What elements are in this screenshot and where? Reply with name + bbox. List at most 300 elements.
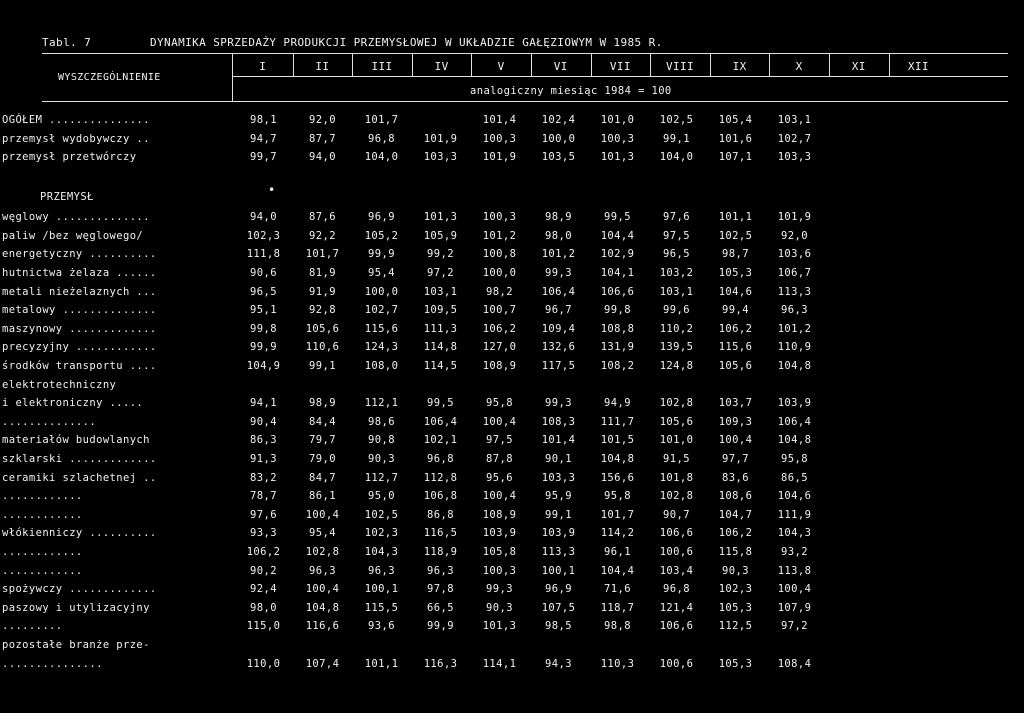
cell-value: 116,6 [305, 620, 340, 633]
cell-value: 98,6 [368, 415, 395, 428]
cell-value: 100,0 [482, 267, 517, 280]
cell-value: 93,6 [368, 620, 395, 633]
cell-value: 92,2 [309, 229, 336, 242]
table-row [0, 487, 824, 506]
cell-value: 96,9 [545, 583, 572, 596]
cell-value: 114,2 [600, 527, 635, 540]
cell-value: 99,5 [604, 211, 631, 224]
cell-value: 103,5 [541, 151, 576, 164]
cell-value: 99,9 [250, 341, 277, 354]
cell-value: 111,8 [246, 248, 281, 261]
cell-value: 112,7 [364, 471, 399, 484]
cell-value: 116,5 [423, 527, 458, 540]
month-header: VI [553, 60, 568, 73]
months-bottom-rule [233, 76, 1008, 77]
cell-value: 90,4 [250, 415, 277, 428]
cell-value: 109,4 [541, 322, 576, 335]
table-row [0, 264, 824, 283]
cell-value: 100,0 [364, 285, 399, 298]
cell-value: 94,0 [309, 151, 336, 164]
cell-value: 101,3 [600, 151, 635, 164]
cell-value: 102,4 [541, 114, 576, 127]
month-header: IV [434, 60, 449, 73]
cell-value: 96,5 [663, 248, 690, 261]
cell-value: 100,6 [659, 657, 694, 670]
cell-value: 101,3 [482, 620, 517, 633]
cell-value: 79,0 [309, 453, 336, 466]
cell-value [234, 636, 293, 655]
cell-value: 99,3 [486, 583, 513, 596]
row-label: ............ [2, 508, 83, 521]
cell-value: 106,2 [246, 545, 281, 558]
cell-value: 105,9 [423, 229, 458, 242]
cell-value [234, 375, 293, 394]
cell-value: 114,8 [423, 341, 458, 354]
cell-value: 101,7 [305, 248, 340, 261]
cell-value: 112,1 [364, 397, 399, 410]
cell-value: 100,7 [482, 304, 517, 317]
cell-value: 100,1 [364, 583, 399, 596]
cell-value: 110,0 [246, 657, 281, 670]
cell-value: 98,5 [545, 620, 572, 633]
row-label: spożywczy ............. [2, 583, 157, 596]
cell-value: 101,1 [718, 211, 753, 224]
month-header: X [795, 60, 803, 73]
cell-value: 105,4 [718, 114, 753, 127]
cell-value: 101,8 [659, 471, 694, 484]
cell-value: 95,6 [486, 471, 513, 484]
cell-value: 92,0 [781, 229, 808, 242]
table-row [0, 282, 824, 301]
cell-value: 104,3 [364, 545, 399, 558]
header-bottom-rule [42, 101, 1008, 102]
cell-value: 106,2 [718, 322, 753, 335]
cell-value: 84,7 [309, 471, 336, 484]
row-label: środków transportu .... [2, 360, 157, 373]
table-row [0, 450, 824, 469]
cell-value [352, 375, 411, 394]
table-row [0, 561, 824, 580]
cell-value: 96,3 [781, 304, 808, 317]
cell-value: 103,2 [659, 267, 694, 280]
table-row [0, 598, 824, 617]
cell-value: 98,9 [545, 211, 572, 224]
cell-value: 101,5 [600, 434, 635, 447]
cell-value: 114,1 [482, 657, 517, 670]
row-label: węglowy .............. [2, 211, 150, 224]
cell-value: 98,9 [309, 397, 336, 410]
cell-value: 90,3 [722, 564, 749, 577]
cell-value: 103,1 [659, 285, 694, 298]
cell-value: 86,3 [250, 434, 277, 447]
cell-value: 103,3 [423, 151, 458, 164]
cell-value: 108,4 [777, 657, 812, 670]
cell-value: 96,8 [427, 453, 454, 466]
cell-value: 104,0 [659, 151, 694, 164]
cell-value: 114,5 [423, 360, 458, 373]
month-header: XI [851, 60, 866, 73]
cell-value: 112,8 [423, 471, 458, 484]
cell-value: 113,3 [777, 285, 812, 298]
cell-value: 83,6 [722, 471, 749, 484]
cell-value: 94,9 [604, 397, 631, 410]
cell-value: 101,1 [364, 657, 399, 670]
cell-value: 101,0 [600, 114, 635, 127]
cell-value: 101,0 [659, 434, 694, 447]
header-top-rule [42, 53, 1008, 54]
month-header: XII [907, 60, 929, 73]
cell-value: 105,3 [718, 601, 753, 614]
table-row [0, 524, 824, 543]
cell-value: 100,4 [305, 508, 340, 521]
cell-value: 100,1 [541, 564, 576, 577]
table-row [0, 654, 824, 673]
cell-value: 95,8 [486, 397, 513, 410]
row-label: ............ [2, 490, 83, 503]
cell-value: 100,3 [482, 132, 517, 145]
cell-value: 102,8 [659, 490, 694, 503]
cell-value: 106,7 [777, 267, 812, 280]
cell-value: 106,2 [718, 527, 753, 540]
cell-value: 106,4 [423, 415, 458, 428]
cell-value: 98,1 [250, 114, 277, 127]
month-header: III [371, 60, 393, 73]
cell-value: 101,9 [423, 132, 458, 145]
row-label: ............ [2, 545, 83, 558]
cell-value: 79,7 [309, 434, 336, 447]
row-label: OGÓŁEM ............... [2, 114, 150, 127]
cell-value: 90,3 [486, 601, 513, 614]
cell-value: 102,1 [423, 434, 458, 447]
cell-value: 99,8 [604, 304, 631, 317]
row-label: ............ [2, 564, 83, 577]
cell-value: 92,0 [309, 114, 336, 127]
cell-value: 104,4 [600, 564, 635, 577]
table-row [0, 111, 824, 130]
month-header: IX [732, 60, 747, 73]
table-row [0, 301, 824, 320]
cell-value: 95,8 [781, 453, 808, 466]
cell-value: 106,6 [659, 527, 694, 540]
cell-value: 101,7 [364, 114, 399, 127]
cell-value: 96,1 [604, 545, 631, 558]
cell-value: 96,8 [368, 132, 395, 145]
cell-value: 97,2 [427, 267, 454, 280]
cell-value: 99,1 [545, 508, 572, 521]
cell-value: 132,6 [541, 341, 576, 354]
cell-value: 111,7 [600, 415, 635, 428]
row-label: metali nieżelaznych ... [2, 285, 157, 298]
cell-value: 103,9 [482, 527, 517, 540]
row-label: materiałów budowlanych [2, 434, 150, 447]
cell-value: 103,3 [541, 471, 576, 484]
cell-value: 124,3 [364, 341, 399, 354]
section-marker: • [268, 183, 276, 197]
cell-value: 99,5 [427, 397, 454, 410]
row-label: elektrotechniczny [2, 378, 117, 391]
table-number: Tabl. 7 [42, 36, 92, 49]
cell-value: 102,9 [600, 248, 635, 261]
row-label: i elektroniczny ..... [2, 397, 144, 410]
row-label: .............. [2, 415, 97, 428]
table-row [0, 320, 824, 339]
cell-value: 117,5 [541, 360, 576, 373]
cell-value: 124,8 [659, 360, 694, 373]
cell-value: 100,4 [718, 434, 753, 447]
cell-value [765, 636, 824, 655]
cell-value: 106,8 [423, 490, 458, 503]
cell-value [470, 375, 529, 394]
cell-value: 91,9 [309, 285, 336, 298]
cell-value: 94,0 [250, 211, 277, 224]
cell-value: 102,7 [364, 304, 399, 317]
cell-value: 87,7 [309, 132, 336, 145]
cell-value: 99,1 [309, 360, 336, 373]
cell-value: 106,4 [777, 415, 812, 428]
cell-value: 96,9 [368, 211, 395, 224]
cell-value: 99,3 [545, 267, 572, 280]
row-label: hutnictwa żelaza ...... [2, 267, 157, 280]
cell-value: 103,1 [777, 114, 812, 127]
cell-value: 103,1 [423, 285, 458, 298]
cell-value: 110,2 [659, 322, 694, 335]
cell-value [706, 375, 765, 394]
cell-value: 100,4 [777, 583, 812, 596]
table-row [0, 543, 824, 562]
cell-value [588, 375, 647, 394]
cell-value: 95,4 [368, 267, 395, 280]
cell-value: 131,9 [600, 341, 635, 354]
cell-value [411, 111, 470, 130]
cell-value: 100,6 [659, 545, 694, 558]
cell-value: 115,5 [364, 601, 399, 614]
cell-value: 95,9 [545, 490, 572, 503]
cell-value: 93,3 [250, 527, 277, 540]
cell-value: 106,6 [600, 285, 635, 298]
table-row [0, 245, 824, 264]
cell-value: 99,7 [250, 151, 277, 164]
cell-value: 100,3 [482, 564, 517, 577]
cell-value: 118,9 [423, 545, 458, 558]
cell-value: 107,5 [541, 601, 576, 614]
cell-value: 97,2 [781, 620, 808, 633]
cell-value: 105,8 [482, 545, 517, 558]
cell-value: 104,8 [777, 434, 812, 447]
cell-value: 139,5 [659, 341, 694, 354]
table-row [0, 208, 824, 227]
cell-value: 90,8 [368, 434, 395, 447]
cell-value: 99,4 [722, 304, 749, 317]
cell-value: 96,7 [545, 304, 572, 317]
cell-value: 156,6 [600, 471, 635, 484]
cell-value [293, 375, 352, 394]
cell-value: 108,8 [600, 322, 635, 335]
summary-table [0, 111, 824, 167]
header-label: WYSZCZEGÓLNIENIE [58, 72, 161, 83]
row-label: włókienniczy .......... [2, 527, 157, 540]
cell-value: 127,0 [482, 341, 517, 354]
section-label: PRZEMYSŁ [40, 191, 94, 203]
cell-value: 121,4 [659, 601, 694, 614]
cell-value: 102,3 [364, 527, 399, 540]
cell-value: 90,3 [368, 453, 395, 466]
table-row [0, 227, 824, 246]
cell-value: 101,4 [482, 114, 517, 127]
cell-value: 110,3 [600, 657, 635, 670]
table-row [0, 580, 824, 599]
cell-value: 102,8 [659, 397, 694, 410]
cell-value [647, 375, 706, 394]
table-row [0, 431, 824, 450]
cell-value: 96,5 [250, 285, 277, 298]
cell-value: 102,7 [777, 132, 812, 145]
cell-value: 103,4 [659, 564, 694, 577]
table-row [0, 636, 824, 655]
cell-value: 91,3 [250, 453, 277, 466]
cell-value: 100,4 [482, 415, 517, 428]
cell-value: 102,5 [659, 114, 694, 127]
cell-value: 97,5 [486, 434, 513, 447]
cell-value: 113,8 [777, 564, 812, 577]
table-row [0, 468, 824, 487]
cell-value: 100,3 [482, 211, 517, 224]
cell-value [529, 636, 588, 655]
cell-value: 99,6 [663, 304, 690, 317]
cell-value: 90,1 [545, 453, 572, 466]
cell-value: 90,6 [250, 267, 277, 280]
cell-value: 118,7 [600, 601, 635, 614]
cell-value: 96,3 [427, 564, 454, 577]
table-row [0, 338, 824, 357]
row-label: paszowy i utylizacyjny [2, 601, 150, 614]
cell-value: 101,9 [482, 151, 517, 164]
cell-value: 113,3 [541, 545, 576, 558]
cell-value: 95,1 [250, 304, 277, 317]
cell-value: 104,1 [600, 267, 635, 280]
table-row [0, 506, 824, 525]
cell-value: 99,9 [368, 248, 395, 261]
cell-value: 103,9 [541, 527, 576, 540]
cell-value: 104,9 [246, 360, 281, 373]
cell-value: 100,4 [482, 490, 517, 503]
cell-value: 98,0 [250, 601, 277, 614]
cell-value: 81,9 [309, 267, 336, 280]
cell-value: 86,5 [781, 471, 808, 484]
cell-value: 102,3 [246, 229, 281, 242]
cell-value: 103,7 [718, 397, 753, 410]
cell-value: 116,3 [423, 657, 458, 670]
table-title: DYNAMIKA SPRZEDAŻY PRODUKCJI PRZEMYSŁOWEJ W UKŁADZIE GAŁĘZIOWYM W 1985 R. [150, 36, 663, 49]
cell-value: 111,9 [777, 508, 812, 521]
cell-value: 108,9 [482, 360, 517, 373]
cell-value: 107,4 [305, 657, 340, 670]
cell-value: 101,2 [541, 248, 576, 261]
cell-value: 115,6 [718, 341, 753, 354]
row-label: maszynowy ............. [2, 322, 157, 335]
cell-value: 97,6 [663, 211, 690, 224]
base-note: analogiczny miesiąc 1984 = 100 [470, 85, 672, 97]
row-label: pozostałe branże prze- [2, 638, 150, 651]
table-row [0, 375, 824, 394]
table-row [0, 357, 824, 376]
cell-value: 101,3 [423, 211, 458, 224]
row-label: szklarski ............. [2, 453, 157, 466]
cell-value [411, 375, 470, 394]
cell-value [529, 375, 588, 394]
cell-value: 106,4 [541, 285, 576, 298]
table-row [0, 413, 824, 432]
month-header: V [497, 60, 505, 73]
cell-value: 104,7 [718, 508, 753, 521]
cell-value: 97,8 [427, 583, 454, 596]
cell-value: 101,2 [482, 229, 517, 242]
cell-value: 94,3 [545, 657, 572, 670]
cell-value: 96,3 [368, 564, 395, 577]
cell-value: 96,8 [663, 583, 690, 596]
cell-value: 108,3 [541, 415, 576, 428]
row-label: przemysł przetwórczy [2, 151, 137, 164]
cell-value: 105,3 [718, 657, 753, 670]
cell-value: 115,6 [364, 322, 399, 335]
cell-value: 110,9 [777, 341, 812, 354]
cell-value: 93,2 [781, 545, 808, 558]
cell-value: 99,8 [250, 322, 277, 335]
cell-value: 104,3 [777, 527, 812, 540]
cell-value [706, 636, 765, 655]
row-label: ......... [2, 620, 63, 633]
cell-value: 115,0 [246, 620, 281, 633]
cell-value: 110,6 [305, 341, 340, 354]
cell-value: 105,6 [718, 360, 753, 373]
cell-value [588, 636, 647, 655]
cell-value: 66,5 [427, 601, 454, 614]
cell-value: 103,9 [777, 397, 812, 410]
row-label: energetyczny .......... [2, 248, 157, 261]
cell-value: 115,8 [718, 545, 753, 558]
cell-value: 94,7 [250, 132, 277, 145]
cell-value: 91,5 [663, 453, 690, 466]
table-row [0, 130, 824, 149]
cell-value: 99,1 [663, 132, 690, 145]
cell-value: 107,9 [777, 601, 812, 614]
cell-value: 98,8 [604, 620, 631, 633]
cell-value: 102,5 [364, 508, 399, 521]
cell-value: 104,0 [364, 151, 399, 164]
cell-value: 112,5 [718, 620, 753, 633]
cell-value: 101,7 [600, 508, 635, 521]
table-row [0, 617, 824, 636]
cell-value [293, 636, 352, 655]
cell-value: 105,6 [305, 322, 340, 335]
month-header: II [315, 60, 330, 73]
cell-value: 83,2 [250, 471, 277, 484]
cell-value: 101,9 [777, 211, 812, 224]
cell-value: 105,2 [364, 229, 399, 242]
cell-value: 108,9 [482, 508, 517, 521]
cell-value: 104,6 [777, 490, 812, 503]
row-label: precyzyjny ............ [2, 341, 157, 354]
cell-value: 92,8 [309, 304, 336, 317]
cell-value: 100,3 [600, 132, 635, 145]
table-row [0, 148, 824, 167]
cell-value: 95,0 [368, 490, 395, 503]
cell-value: 97,7 [722, 453, 749, 466]
cell-value: 102,5 [718, 229, 753, 242]
row-label: przemysł wydobywczy .. [2, 132, 150, 145]
cell-value: 100,4 [305, 583, 340, 596]
cell-value [352, 636, 411, 655]
cell-value: 100,0 [541, 132, 576, 145]
